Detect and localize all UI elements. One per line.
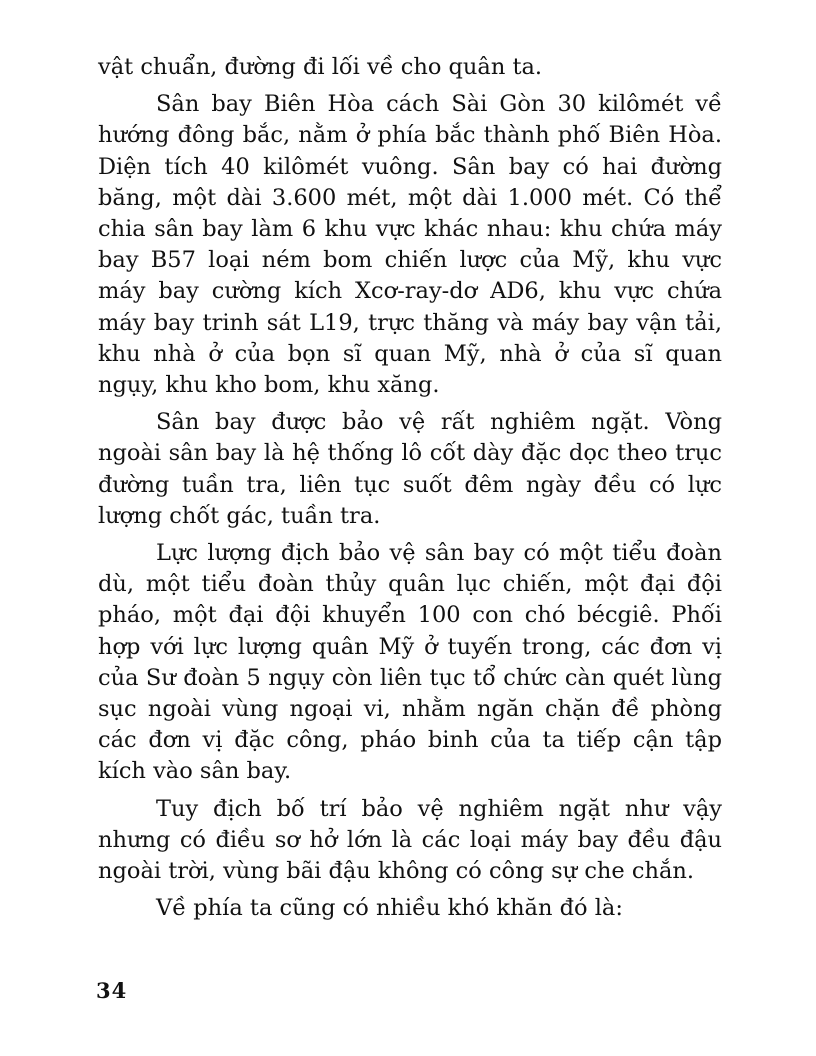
page-number: 34	[96, 978, 128, 1003]
paragraph-enemy-forces: Lực lượng địch bảo vệ sân bay có một tiểu đoàn dù, một tiểu đoàn thủy quân lục chiến, một đại đội pháo, một đại đội khuyển 100 con chó bécgiê. Phối hợp với lực lượng quân Mỹ ở tuyến trong, các đơn vị của Sư đoàn 5 ngụy còn liên tục tổ chức càn quét lùng sục ngoài vùng ngoại vi, nhằm ngăn chặn đề phòng các đơn vị đặc công, pháo binh của ta tiếp cận tập kích vào sân bay.	[98, 540, 722, 785]
paragraph-bien-hoa-airbase: Sân bay Biên Hòa cách Sài Gòn 30 kilômét về hướng đông bắc, nằm ở phía bắc thành phố Biên Hòa. Diện tích 40 kilômét vuông. Sân bay có hai đường băng, một dài 3.600 mét, một dài 1.000 mét. Có thể chia sân bay làm 6 khu vực khác nhau: khu chứa máy bay B57 loại ném bom chiến lược của Mỹ, khu vực máy bay cường kích Xcơ-ray-dơ AD6, khu vực chứa máy bay trinh sát L19, trực thăng và máy bay vận tải, khu nhà ở của bọn sĩ quan Mỹ, nhà ở của sĩ quan ngụy, khu kho bom, khu xăng.	[98, 91, 722, 399]
paragraph-continuation: vật chuẩn, đường đi lối về cho quân ta.	[98, 54, 543, 80]
paragraph-weakness: Tuy địch bố trí bảo vệ nghiêm ngặt như vậy nhưng có điều sơ hở lớn là các loại máy bay đều đậu ngoài trời, vùng bãi đậu không có công sự che chắn.	[98, 795, 722, 885]
paragraph-airbase-defense: Sân bay được bảo vệ rất nghiêm ngặt. Vòng ngoài sân bay là hệ thống lô cốt dày đặc dọc theo trục đường tuần tra, liên tục suốt đêm ngày đều có lực lượng chốt gác, tuần tra.	[98, 409, 722, 529]
page-body	[98, 52, 722, 924]
paragraph-our-difficulties: Về phía ta cũng có nhiều khó khăn đó là:	[156, 895, 623, 922]
